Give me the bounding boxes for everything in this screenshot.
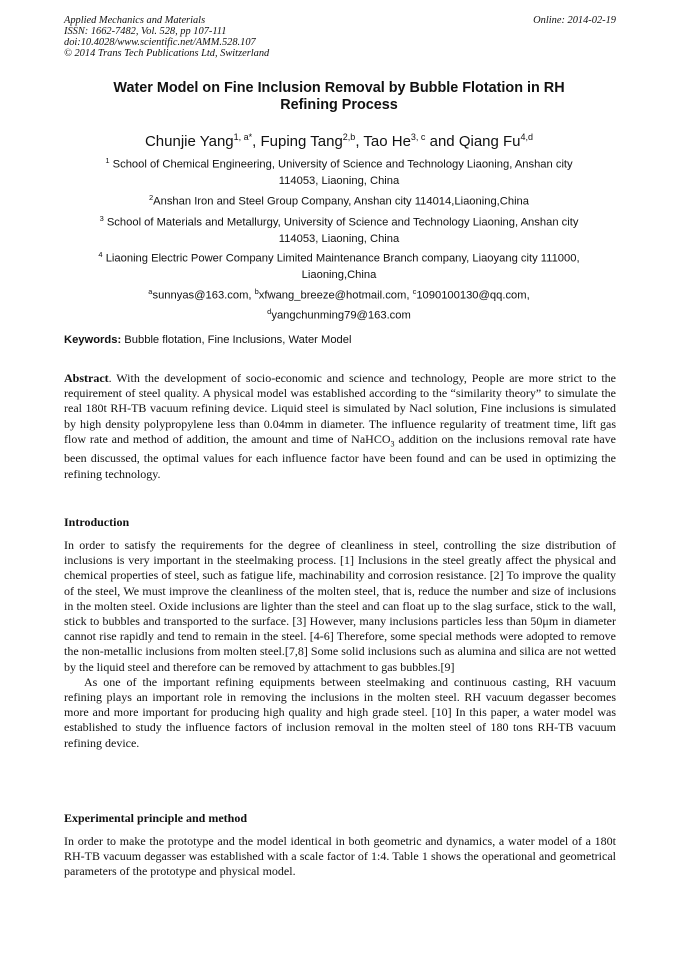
affiliation-text: Liaoning Electric Power Company Limited Maintenance Branch company, Liaoyang city 111000, (102, 252, 580, 265)
email-list (64, 284, 614, 323)
introduction-heading: Introduction (64, 515, 130, 529)
keywords (64, 332, 616, 348)
author-name: Chunjie Yang (144, 133, 234, 150)
title-line-2: Refining Process (280, 97, 398, 113)
affiliation-text: 114053, Liaoning, China (278, 232, 400, 245)
email-address: sunnyas@163.com, (152, 289, 255, 302)
copyright-line: © 2014 Trans Tech Publications Ltd, Switzerland (64, 48, 270, 59)
affiliation-4 (64, 247, 614, 283)
abstract-text: addition on the inclusions removal rate have been discussed, the optimal values for each influence factor have been found and can be used in optimizing the refining technology. (64, 431, 616, 481)
email-sup: c (412, 287, 417, 296)
author-name: Fuping Tang (260, 133, 343, 150)
affiliation-text: Liaoning,China (301, 268, 377, 281)
affiliation-text: 114053, Liaoning, China (278, 174, 400, 187)
email-address: yangchunming79@163.com (271, 309, 411, 322)
keywords-label: Keywords: (64, 334, 122, 346)
affiliation-3 (64, 211, 614, 247)
author-sup: 2,b (342, 132, 356, 142)
online-date: Online: 2014-02-19 (533, 15, 616, 26)
affiliation-sup: 3 (99, 214, 104, 223)
author-name: Tao He (363, 133, 411, 150)
affiliation-text: Anshan Iron and Steel Group Company, Anshan city 114014,Liaoning,China (153, 195, 530, 208)
affiliation-sup: 4 (98, 250, 103, 259)
abstract-subscript: 3 (390, 439, 395, 449)
author-sup: 1, a* (233, 132, 253, 142)
email-sup: d (267, 306, 272, 316)
email-address: xfwang_breeze@hotmail.com, (258, 289, 413, 302)
affiliation-sup: 1 (105, 156, 110, 165)
paper-title (64, 80, 614, 114)
journal-header (64, 15, 616, 59)
author-list (64, 127, 614, 152)
experimental-heading: Experimental principle and method (64, 811, 248, 825)
affiliation-sup: 2 (148, 193, 154, 202)
abstract-label: Abstract (64, 371, 109, 385)
introduction-paragraph: In order to satisfy the requirements for the degree of cleanliness in steel, controlling the size distribution of inclusions is very important in the steelmaking process. [1] Inclusions in the steel greatly affect the physical and chemical properties of steel, such as fatigue life, machinability and corrosion resistance. [2] To improve the quality of the steel, We must improve the cleanliness of the molten steel, that is, reduce the number and size of inclusions in the molten steel. Oxide inclusions are lighter than the steel and can float up to the slag surface, stick to the wall, stick to bubbles and transported to the surface. [3] However, many inclusions particles less than 50μm in diameter cannot rise rapidly and tend to remain in the steel. [4-6] Therefore, some special methods were adopted to remove the non-metallic inclusions from molten steel.[7,8] Some solid inclusions such as alumina and silica are not wetted by the liquid steel and therefore can be removed by attachment to gas bubbles.[9] (64, 538, 616, 674)
affiliation-2 (64, 190, 614, 210)
title-line-1: Water Model on Fine Inclusion Removal by Bubble Flotation in RH (113, 80, 565, 96)
introduction-body (64, 538, 616, 751)
author-sep: , (355, 133, 364, 150)
email-sup: a (148, 287, 153, 296)
journal-name: Applied Mechanics and Materials (64, 15, 206, 26)
affiliation-text: School of Materials and Metallurgy, University of Science and Technology Liaoning, Anshan city (103, 216, 579, 229)
email-address: 1090100130@qq.com, (416, 289, 530, 302)
affiliation-1 (64, 153, 614, 189)
doi-line: doi:10.4028/www.scientific.net/AMM.528.107 (64, 37, 256, 48)
introduction-paragraph: As one of the important refining equipments between steelmaking and continuous casting, RH vacuum refining plays an important role in removing the inclusions in the molten steel. RH vacuum degasser becomes more and more important for producing high quality and high grade steel. [10] In this paper, a water model was established to study the influence factors of inclusion removal in the molten steel of 180 tons RH-TB vacuum refining device. (64, 674, 616, 750)
abstract-text: . With the development of socio-economic and science and technology, People are more strict to the requirement of steel quality. A physical model was established according to the “similarity theory” to simulate the real 180t RH-TB vacuum refining device. Liquid steel is simulated by Nacl solution, Fine inclusions is simulated by high density polypropylene less than 0.04mm in diameter. The influence regularity of treatment time, lift gas flow rate and method of addition, the amount and time of NaHCO (64, 371, 616, 446)
affiliation-text: School of Chemical Engineering, University of Science and Technology Liaoning, Anshan city (109, 158, 573, 171)
email-sup: b (254, 287, 259, 296)
issn-line: ISSN: 1662-7482, Vol. 528, pp 107-111 (64, 26, 227, 37)
author-name: Qiang Fu (458, 133, 521, 150)
author-sep: and (425, 133, 459, 150)
author-sup: 4,d (520, 132, 534, 142)
author-sep: , (252, 133, 261, 150)
abstract (64, 371, 616, 482)
author-sup: 3, c (410, 132, 426, 142)
keywords-text: Bubble flotation, Fine Inclusions, Water Model (121, 334, 352, 346)
experimental-body (64, 834, 616, 880)
experimental-paragraph: In order to make the prototype and the model identical in both geometric and dynamics, a water model of a 180t RH-TB vacuum degasser was established with a scale factor of 1:4. Table 1 shows the operational and geometrical parameters of the prototype and physical model. (64, 834, 616, 879)
